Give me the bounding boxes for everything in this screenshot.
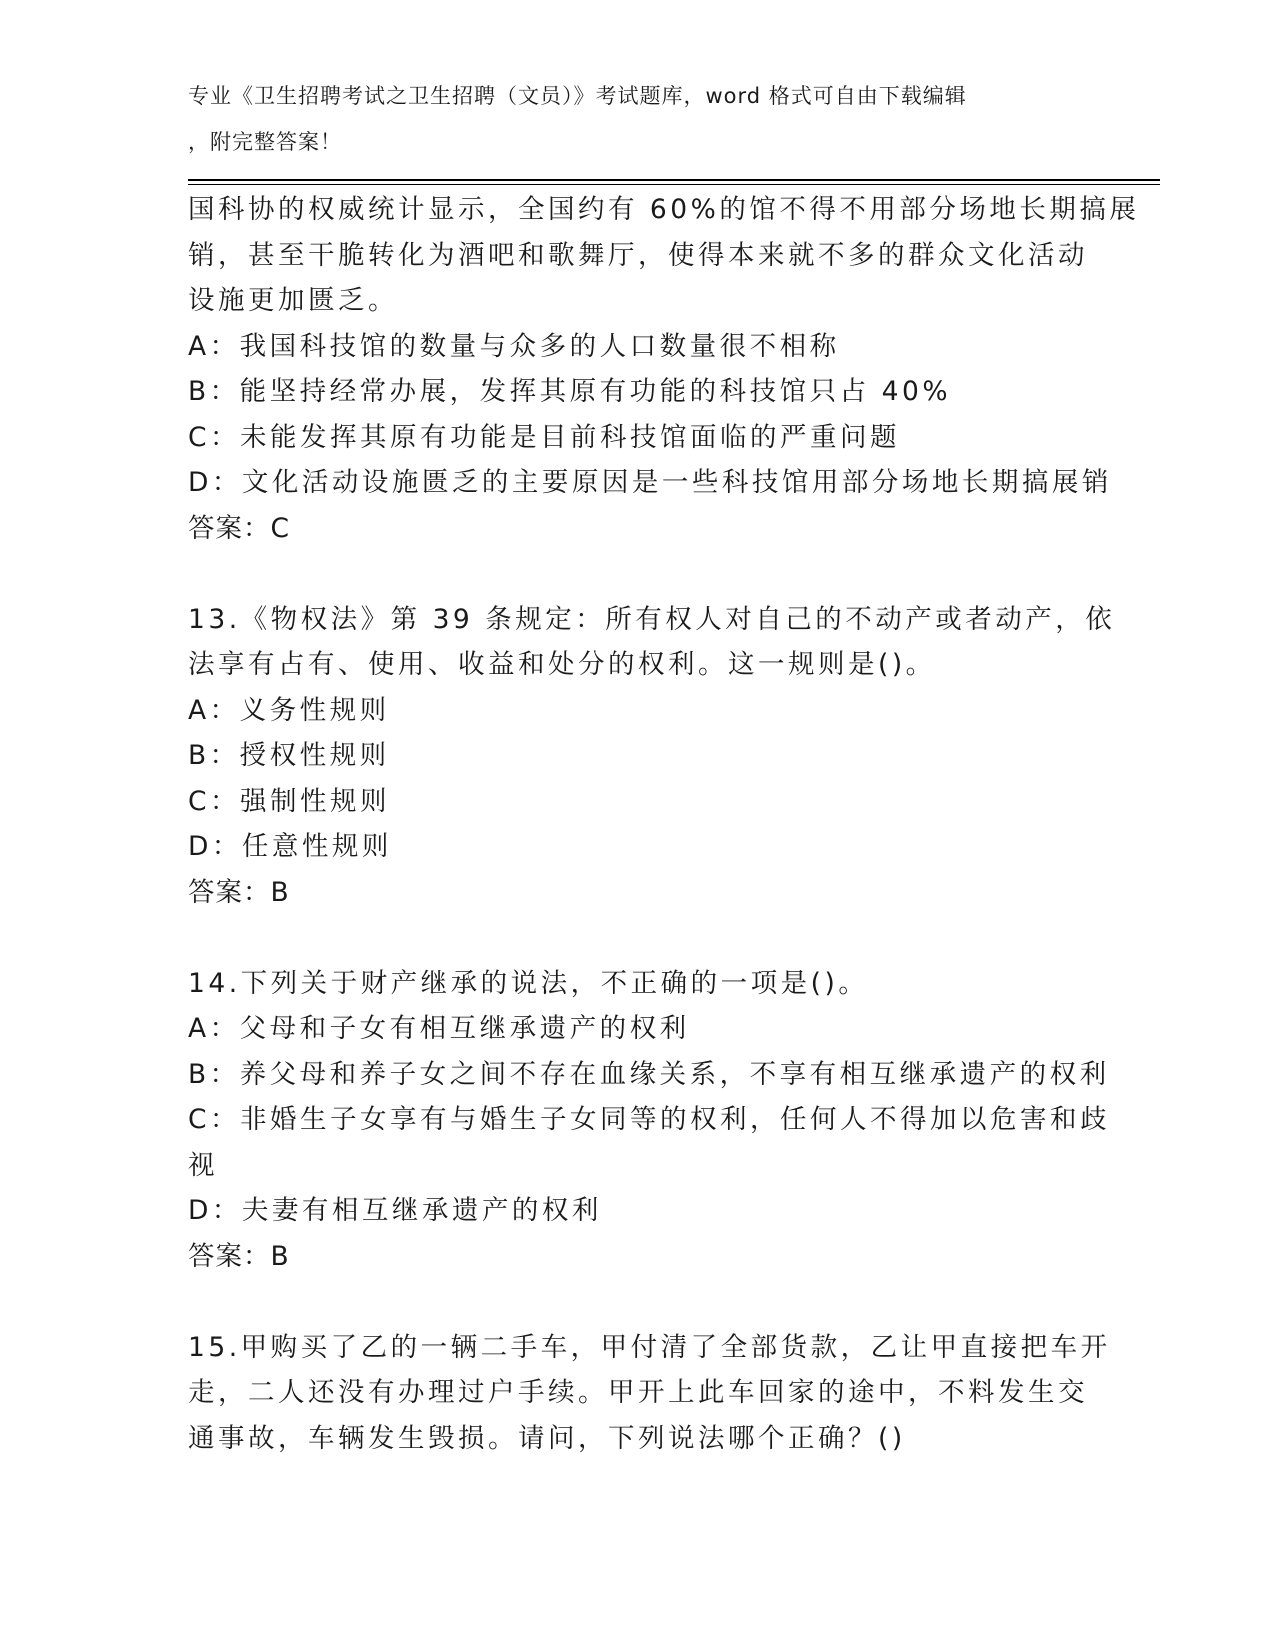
option-c: C：未能发挥其原有功能是目前科技馆面临的严重问题	[188, 421, 901, 453]
option-d: D：夫妻有相互继承遗产的权利	[188, 1195, 602, 1226]
option-c-continued: 视	[188, 1149, 218, 1181]
option-a: A：父母和子女有相互继承遗产的权利	[188, 1013, 690, 1044]
option-a: A：我国科技馆的数量与众多的人口数量很不相称	[188, 330, 840, 362]
option-a: A：义务性规则	[188, 694, 390, 726]
spacer	[188, 915, 1108, 961]
question-stem-line: 销，甚至干脆转化为酒吧和歌舞厅，使得本来就不多的群众文化活动	[188, 239, 1088, 271]
question-12	[188, 187, 1140, 551]
question-stem-line: 通事故，车辆发生毁损。请问，下列说法哪个正确？()	[188, 1422, 906, 1454]
spacer	[188, 1279, 1108, 1325]
answer-label: 答案：C	[188, 512, 291, 544]
question-stem-line: 设施更加匮乏。	[188, 285, 398, 316]
question-stem-line: 15.甲购买了乙的一辆二手车，甲付清了全部货款，乙让甲直接把车开	[188, 1331, 1111, 1363]
question-stem-line: 法享有占有、使用、收益和处分的权利。这一规则是()。	[188, 649, 936, 680]
header-divider-thin	[188, 184, 1160, 185]
option-c: C：非婚生子女享有与婚生子女同等的权利，任何人不得加以危害和歧	[188, 1104, 1111, 1135]
option-b: B：授权性规则	[188, 740, 390, 771]
header-line-2: ，附完整答案！	[188, 129, 342, 154]
option-d: D：任意性规则	[188, 831, 392, 862]
question-stem-line: 14.下列关于财产继承的说法，不正确的一项是()。	[188, 967, 869, 999]
question-content	[188, 187, 1140, 1461]
answer-label: 答案：B	[188, 1240, 290, 1272]
question-stem-line: 13.《物权法》第 39 条规定：所有权人对自己的不动产或者动产，依	[188, 603, 1116, 635]
answer-label: 答案：B	[188, 876, 290, 908]
question-13	[188, 597, 1116, 916]
option-b: B：养父母和养子女之间不存在血缘关系，不享有相互继承遗产的权利	[188, 1058, 1110, 1090]
option-d: D：文化活动设施匮乏的主要原因是一些科技馆用部分场地长期搞展销	[188, 467, 1112, 498]
question-14	[188, 961, 1111, 1280]
header-line-1: 专业《卫生招聘考试之卫生招聘（文员）》考试题库，word 格式可自由下载编辑	[188, 84, 967, 108]
option-c: C：强制性规则	[188, 785, 391, 817]
question-15	[188, 1325, 1111, 1462]
spacer	[188, 551, 1108, 597]
question-stem-line: 国科协的权威统计显示，全国约有 60%的馆不得不用部分场地长期搞展	[188, 194, 1140, 225]
header-divider-thick	[188, 179, 1160, 181]
question-stem-line: 走，二人还没有办理过户手续。甲开上此车回家的途中，不料发生交	[188, 1377, 1088, 1408]
option-b: B：能坚持经常办展，发挥其原有功能的科技馆只占 40%	[188, 376, 952, 407]
document-header	[188, 74, 1088, 165]
